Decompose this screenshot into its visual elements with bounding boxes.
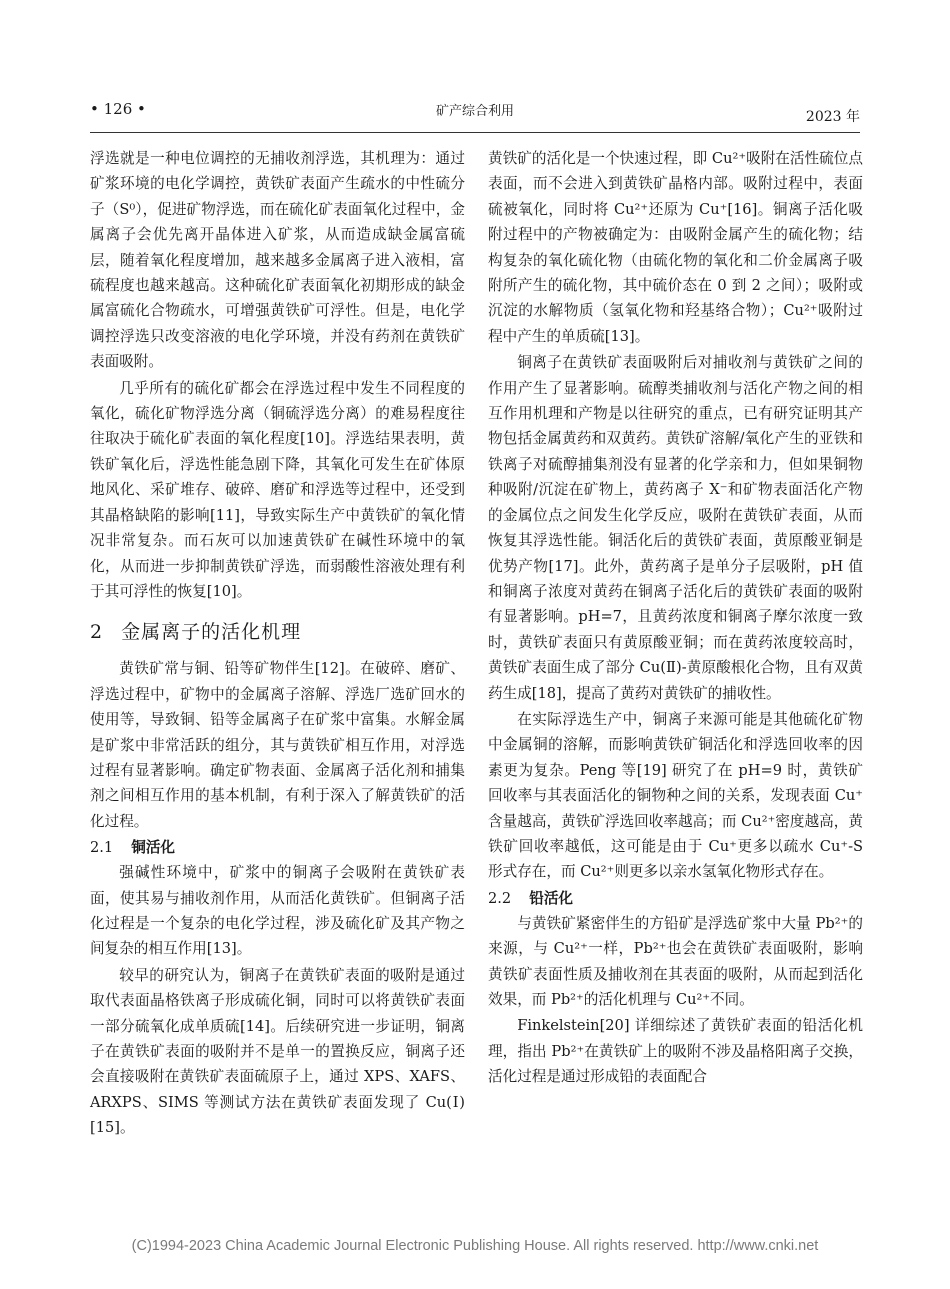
paragraph: 黄铁矿常与铜、铅等矿物伴生[12]。在破碎、磨矿、浮选过程中，矿物中的金属离子溶解、浮选厂选矿回水的使用等，导致铜、铅等金属离子在矿浆中富集。水解金属是矿浆中非常活跃的组分，其与黄铁矿相互作用，对浮选过程有显著影响。确定矿物表面、金属离子活化剂和捕集剂之间相互作用的基本机制，有利于深入了解黄铁矿的活化过程。 [90, 660, 465, 830]
paragraph: 与黄铁矿紧密伴生的方铅矿是浮选矿浆中大量 Pb²⁺的来源，与 Cu²⁺一样，Pb²⁺也会在黄铁矿表面吸附，影响黄铁矿表面性质及捕收剂在其表面的吸附，从而起到活化效果，而 Pb²⁺的活化机理与 Cu²⁺不同。 [488, 914, 863, 1008]
page-header [90, 100, 860, 128]
page-number: • 126 • [90, 100, 146, 118]
journal-title: 矿产综合利用 [435, 104, 514, 119]
paragraph: 浮选就是一种电位调控的无捕收剂浮选，其机理为：通过矿浆环境的电化学调控，黄铁矿表面产生疏水的中性硫分子（S⁰），促进矿物浮选，而在硫化矿表面氧化过程中，金属离子会优先离开晶体进入矿浆，从而造成缺金属富硫层，随着氧化程度增加，越来越多金属离子进入液相，富硫程度也越来越高。这种硫化矿表面氧化初期形成的缺金属富硫化合物疏水，可增强黄铁矿可浮性。但是，电化学调控浮选只改变溶液的电化学环境，并没有药剂在黄铁矿表面吸附。 [90, 150, 465, 371]
paragraph: 强碱性环境中，矿浆中的铜离子会吸附在黄铁矿表面，使其易与捕收剂作用，从而活化黄铁矿。但铜离子活化过程是一个复杂的电化学过程，涉及硫化矿及其产物之间复杂的相互作用[13]。 [90, 864, 465, 958]
section-heading-2 [90, 618, 465, 646]
paragraph: Finkelstein[20] 详细综述了黄铁矿表面的铅活化机理，指出 Pb²⁺在黄铁矿上的吸附不涉及晶格阳离子交换，活化过程是通过形成铅的表面配合 [488, 1017, 863, 1086]
subsection-title: 铜活化 [131, 839, 176, 857]
right-column [488, 146, 863, 1090]
subsection-heading-2-1 [90, 836, 465, 860]
subsection-number: 2.2 [488, 889, 512, 907]
section-number: 2 [90, 621, 104, 644]
paragraph: 几乎所有的硫化矿都会在浮选过程中发生不同程度的氧化，硫化矿物浮选分离（铜硫浮选分离）的难易程度往往取决于硫化矿表面的氧化程度[10]。浮选结果表明，黄铁矿氧化后，浮选性能急剧下降，其氧化可发生在矿体原地风化、采矿堆存、破碎、磨矿和浮选等过程中，还受到其晶格缺陷的影响[11]，导致实际生产中黄铁矿的氧化情况非常复杂。而石灰可以加速黄铁矿在碱性环境中的氧化，从而进一步抑制黄铁矿浮选，而弱酸性溶液处理有利于其可浮性的恢复[10]。 [90, 379, 465, 600]
left-column [90, 146, 465, 1141]
paragraph: 黄铁矿的活化是一个快速过程，即 Cu²⁺吸附在活性硫位点表面，而不会进入到黄铁矿晶格内部。吸附过程中，表面硫被氧化，同时将 Cu²⁺还原为 Cu⁺[16]。铜离子活化吸附过程中的产物被确定为：由吸附金属产生的硫化物；结构复杂的氧化硫化物（由硫化物的氧化和二价金属离子吸附所产生的硫化物，其中硫价态在 0 到 2 之间）；吸附或沉淀的水解物质（氢氧化物和羟基络合物）；Cu²⁺吸附过程中产生的单质硫[13]。 [488, 150, 863, 345]
paragraph: 铜离子在黄铁矿表面吸附后对捕收剂与黄铁矿之间的作用产生了显著影响。硫醇类捕收剂与活化产物之间的相互作用机理和产物是以往研究的重点，已有研究证明其产物包括金属黄药和双黄药。黄铁矿溶解/氧化产生的亚铁和铁离子对硫醇捕集剂没有显著的化学亲和力，但如果铜物种吸附/沉淀在矿物上，黄药离子 X⁻和矿物表面活化产物的金属位点之间发生化学反应，吸附在黄铁矿表面，从而恢复其浮选性能。铜活化后的黄铁矿表面，黄原酸亚铜是优势产物[17]。此外，黄药离子是单分子层吸附，pH 值和铜离子浓度对黄药在铜离子活化后的黄铁矿表面的吸附有显著影响。pH=7，且黄药浓度和铜离子摩尔浓度一致时，黄铁矿表面只有黄原酸亚铜；而在黄药浓度较高时，黄铁矿表面生成了部分 Cu(Ⅱ)-黄原酸根化合物，且有双黄药生成[18]，提高了黄药对黄铁矿的捕收性。 [488, 354, 863, 702]
subsection-title: 铅活化 [529, 889, 574, 907]
subsection-number: 2.1 [90, 839, 114, 857]
section-title: 金属离子的活化机理 [121, 621, 302, 644]
header-rule [90, 132, 860, 133]
subsection-heading-2-2 [488, 887, 863, 911]
paragraph: 在实际浮选生产中，铜离子来源可能是其他硫化矿物中金属铜的溶解，而影响黄铁矿铜活化和浮选回收率的因素更为复杂。Peng 等[19] 研究了在 pH=9 时，黄铁矿回收率与其表面活化的铜物种之间的关系，发现表面 Cu⁺含量越高，黄铁矿浮选回收率越高；而 Cu²⁺密度越高，黄铁矿回收率越低，这可能是由于 Cu⁺更多以疏水 Cu⁺-S 形式存在，而 Cu²⁺则更多以亲水氢氧化物形式存在。 [488, 710, 863, 881]
paragraph: 较早的研究认为，铜离子在黄铁矿表面的吸附是通过取代表面晶格铁离子形成硫化铜，同时可以将黄铁矿表面一部分硫氧化成单质硫[14]。后续研究进一步证明，铜离子在黄铁矿表面的吸附并不是单一的置换反应，铜离子还会直接吸附在黄铁矿表面硫原子上，通过 XPS、XAFS、ARXPS、SIMS 等测试方法在黄铁矿表面发现了 Cu(Ⅰ)[15]。 [90, 966, 465, 1137]
copyright-footer: (C)1994-2023 China Academic Journal Electronic Publishing House. All rights reserved. http://www.cnki.net [131, 1238, 819, 1254]
publication-year: 2023 年 [805, 109, 860, 125]
